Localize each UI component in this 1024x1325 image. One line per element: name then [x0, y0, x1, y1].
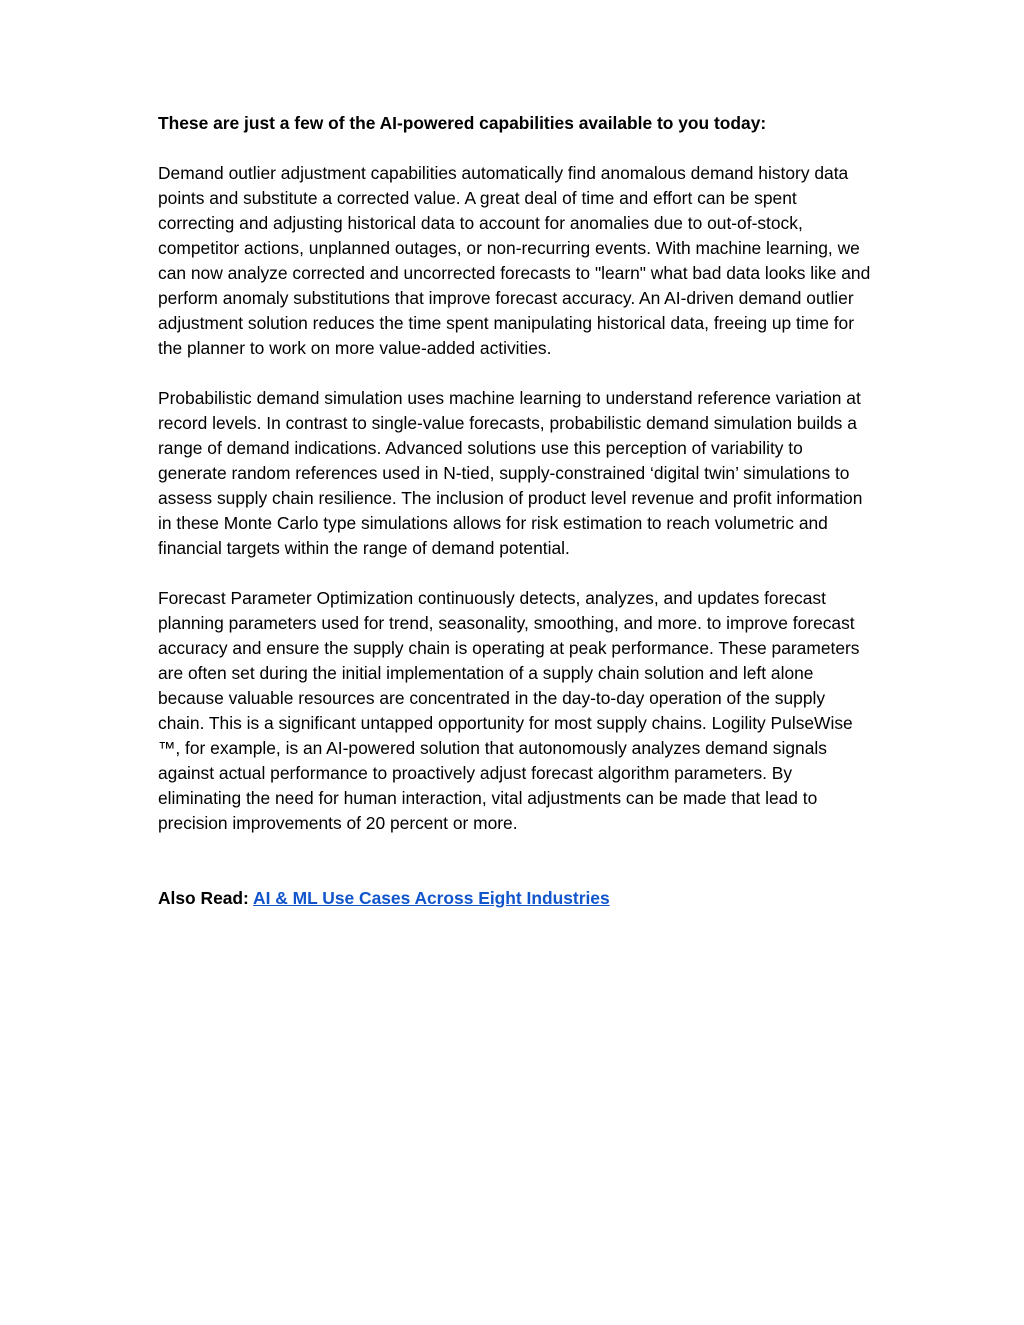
also-read-line	[158, 886, 874, 911]
also-read-label: Also Read:	[158, 888, 249, 908]
section-heading: These are just a few of the AI-powered capabilities available to you today:	[158, 113, 767, 133]
paragraph-probabilistic-simulation: Probabilistic demand simulation uses machine learning to understand reference variation at record levels. In contrast to single-value forecasts, probabilistic demand simulation builds a range of demand indications. Advanced solutions use this perception of variability to generate random references used in N-tied, supply-constrained ‘digital twin’ simulations to assess supply chain resilience. The inclusion of product level revenue and profit information in these Monte Carlo type simulations allows for risk estimation to reach volumetric and financial targets within the range of demand potential.	[158, 388, 863, 558]
also-read-link[interactable]: AI & ML Use Cases Across Eight Industries	[253, 888, 610, 908]
paragraph-demand-outlier: Demand outlier adjustment capabilities automatically find anomalous demand history data points and substitute a corrected value. A great deal of time and effort can be spent correcting and adjusting historical data to account for anomalies due to out-of-stock, competitor actions, unplanned outages, or non-recurring events. With machine learning, we can now analyze corrected and uncorrected forecasts to "learn" what bad data looks like and perform anomaly substitutions that improve forecast accuracy. An AI-driven demand outlier adjustment solution reduces the time spent manipulating historical data, freeing up time for the planner to work on more value-added activities.	[158, 163, 871, 358]
document-page	[158, 111, 874, 911]
paragraph-parameter-optimization: Forecast Parameter Optimization continuously detects, analyzes, and updates forecast planning parameters used for trend, seasonality, smoothing, and more. to improve forecast accuracy and ensure the supply chain is operating at peak performance. These parameters are often set during the initial implementation of a supply chain solution and left alone because valuable resources are concentrated in the day-to-day operation of the supply chain. This is a significant untapped opportunity for most supply chains. Logility PulseWise ™, for example, is an AI-powered solution that autonomously analyzes demand signals against actual performance to proactively adjust forecast algorithm parameters. By eliminating the need for human interaction, vital adjustments can be made that lead to precision improvements of 20 percent or more.	[158, 588, 860, 833]
